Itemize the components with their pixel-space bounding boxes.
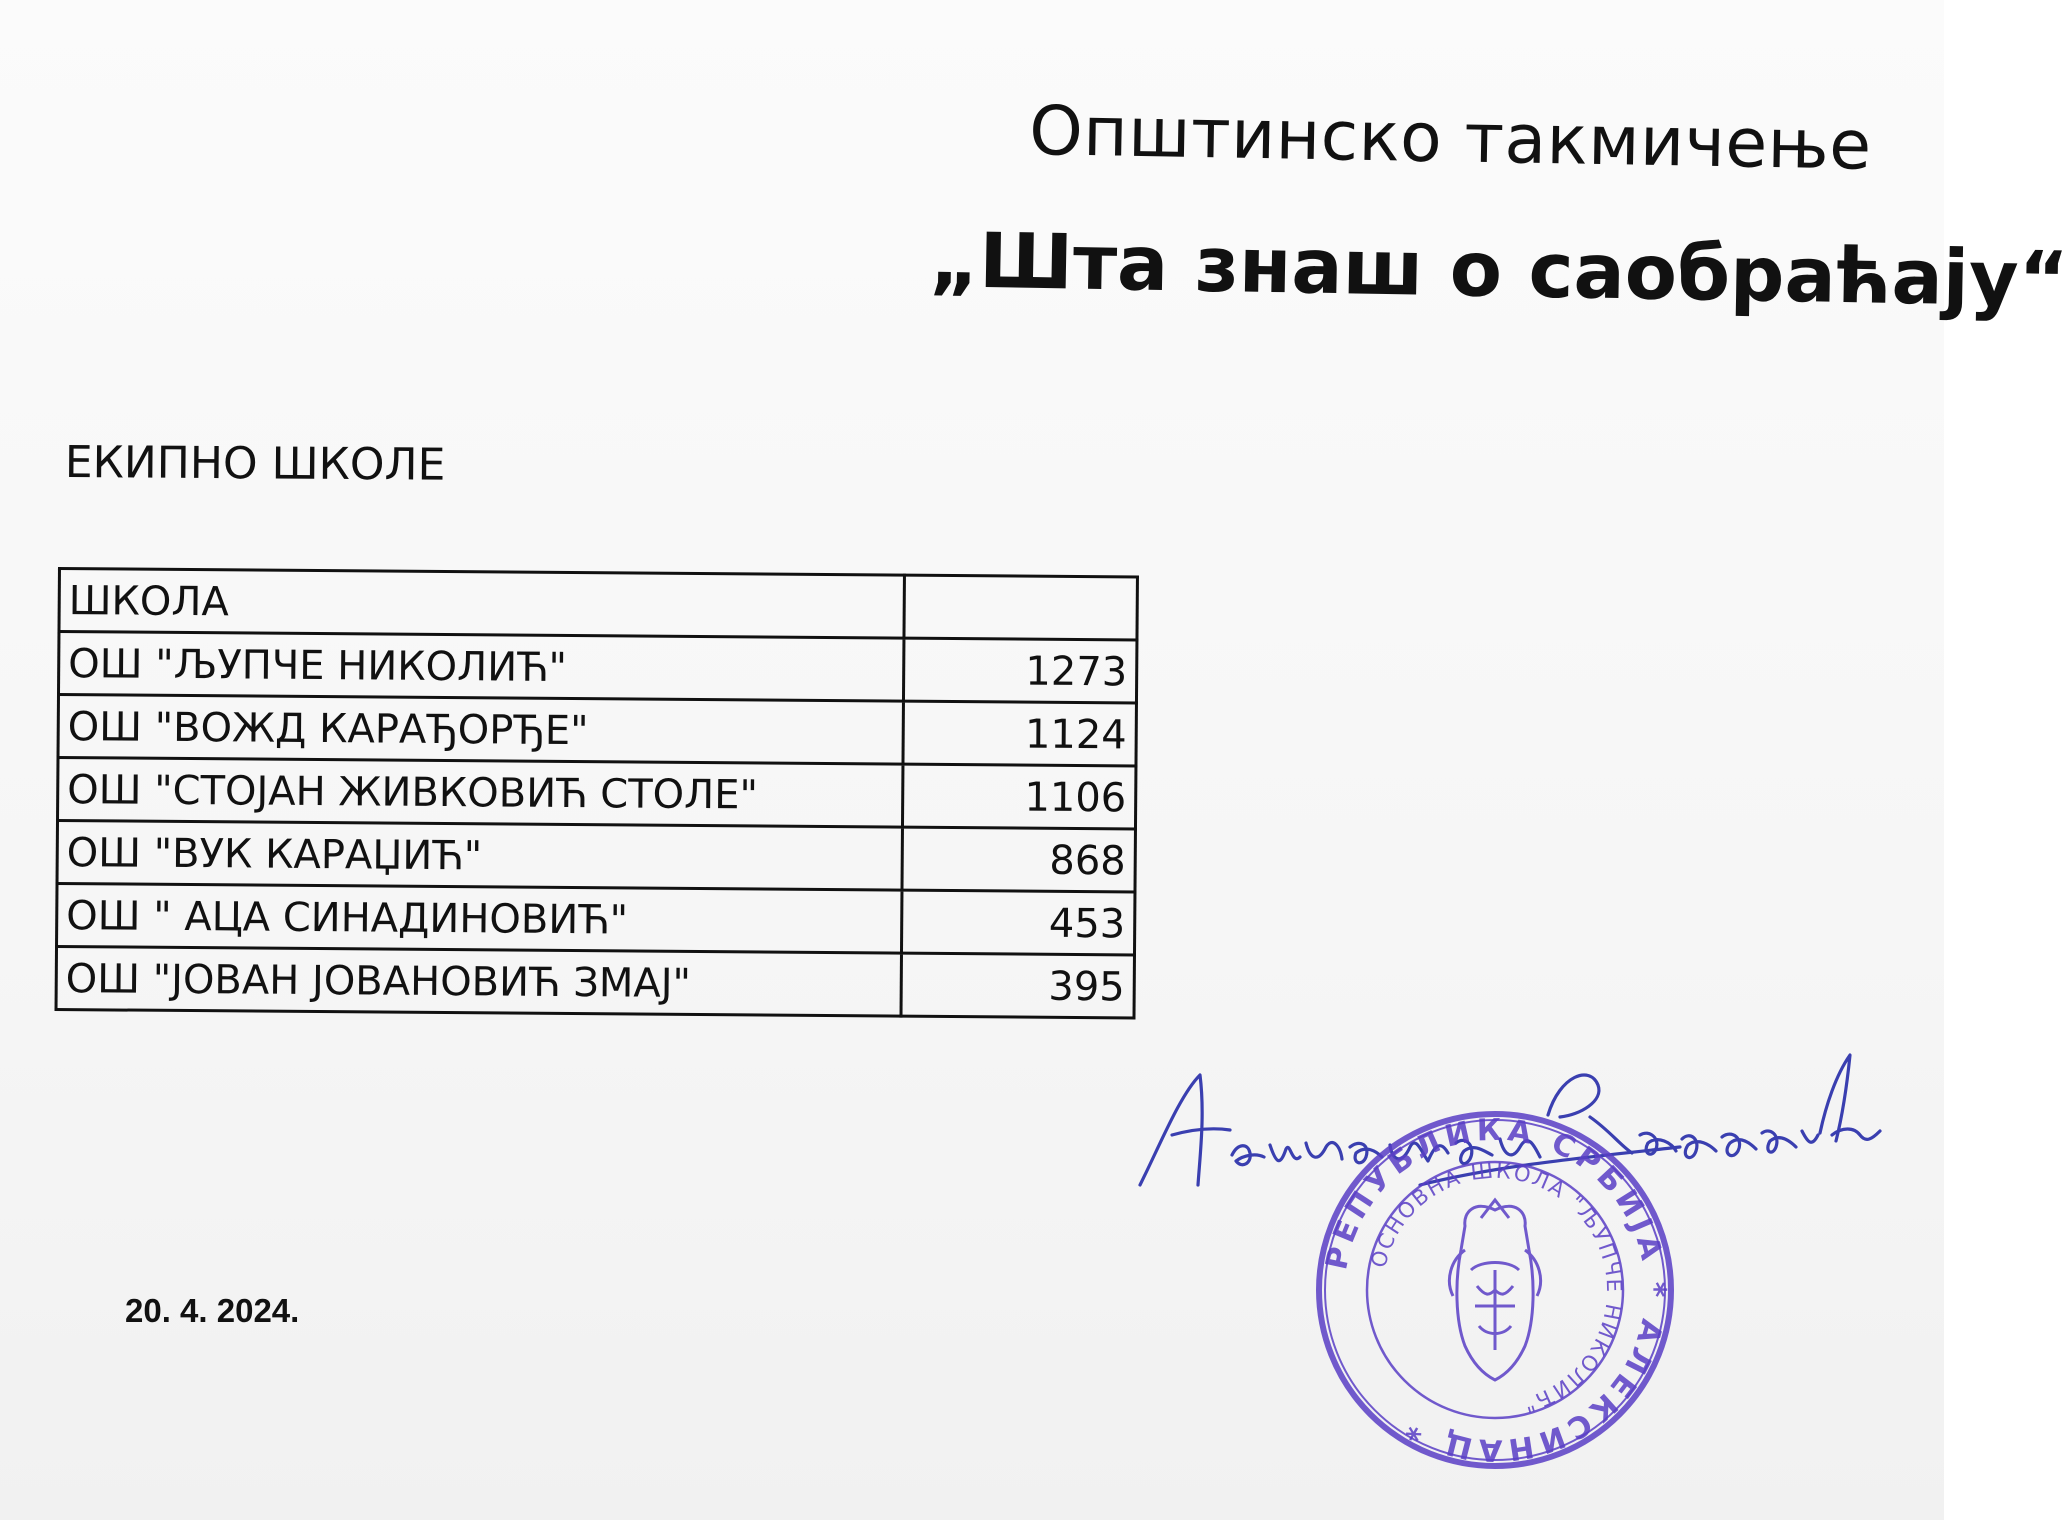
table-row — [58, 758, 1136, 829]
table-row — [57, 821, 1135, 892]
coat-of-arms-icon — [1449, 1200, 1540, 1380]
score-cell: 868 — [902, 827, 1135, 892]
school-name-cell: ОШ "ВУК КАРАЏИЋ" — [57, 821, 902, 891]
header-score-cell — [904, 575, 1137, 640]
official-stamp — [1305, 1100, 1685, 1480]
score-cell: 395 — [901, 953, 1134, 1018]
title-line-1: Општинско такмичење — [1028, 92, 1873, 186]
stamp-inner-text: ОСНОВНА ШКОЛА "ЉУПЧЕ НИКОЛИЋ" — [1366, 1158, 1627, 1418]
table-row — [58, 695, 1136, 766]
title-line-2: „Шта знаш о саобраћају“ — [928, 215, 2069, 324]
school-name-cell: ОШ " АЦА СИНАДИНОВИЋ" — [57, 884, 902, 954]
school-name-cell: ОШ "ВОЖД КАРАЂОРЂЕ" — [58, 695, 903, 765]
score-cell: 1124 — [903, 701, 1136, 766]
school-name-cell: ОШ "СТОЈАН ЖИВКОВИЋ СТОЛЕ" — [58, 758, 903, 828]
score-cell: 453 — [901, 890, 1134, 955]
score-cell: 1273 — [903, 638, 1136, 703]
date-text: 20. 4. 2024. — [125, 1292, 300, 1329]
table-row — [58, 632, 1136, 703]
stamp-outer-text: РЕПУБЛИКА СРБИЈА * АЛЕКСИНАЦ * — [1319, 1112, 1673, 1468]
header-school-cell: ШКОЛА — [59, 569, 904, 639]
school-name-cell: ОШ "ЉУПЧЕ НИКОЛИЋ" — [58, 632, 903, 702]
section-label: ЕКИПНО ШКОЛЕ — [64, 437, 446, 491]
score-cell: 1106 — [902, 764, 1135, 829]
school-name-cell: ОШ "ЈОВАН ЈОВАНОВИЋ ЗМАЈ" — [56, 947, 901, 1017]
table-header-row — [59, 569, 1137, 640]
results-table — [55, 567, 1139, 1019]
table-row — [57, 884, 1135, 955]
table-row — [56, 947, 1134, 1018]
